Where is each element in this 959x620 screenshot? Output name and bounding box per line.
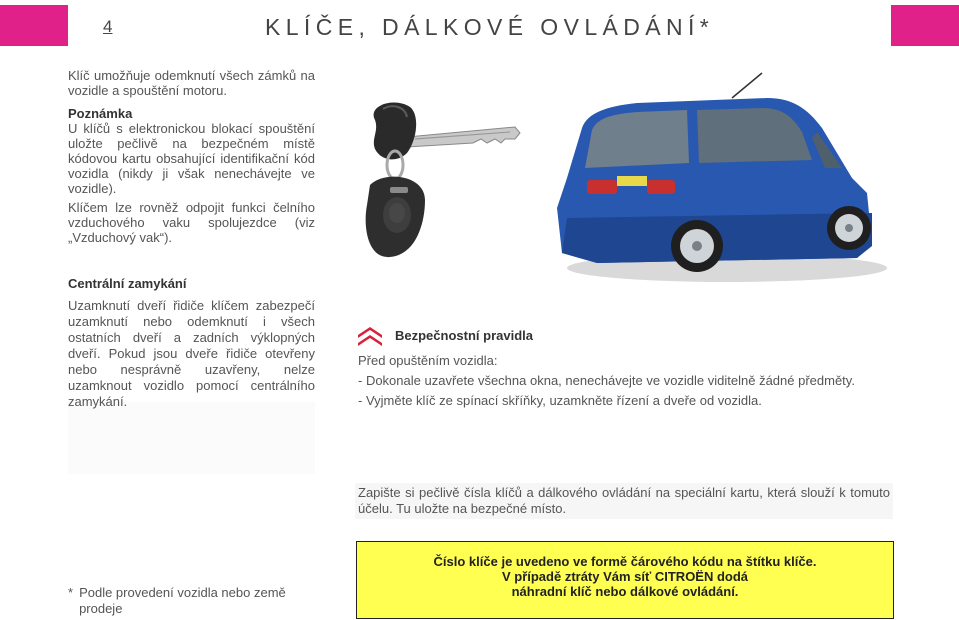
safety-item: - Vyjměte klíč ze spínací skříňky, uzamkněte řízení a dveře od vozidla. bbox=[358, 393, 762, 408]
central-locking-section bbox=[68, 276, 315, 410]
header-accent-right bbox=[891, 5, 959, 46]
header-accent-left bbox=[0, 5, 68, 46]
highlight-line-1: Číslo klíče je uvedeno ve formě čárového kódu na štítku klíče. bbox=[433, 554, 817, 569]
safety-item: - Dokonale uzavřete všechna okna, nenechávejte ve vozidle viditelně žádné předměty. bbox=[358, 373, 855, 388]
car-photo bbox=[527, 68, 891, 291]
central-locking-heading: Centrální zamykání bbox=[68, 276, 187, 291]
safety-lead: Před opuštěním vozidla: bbox=[358, 353, 498, 368]
safety-title: Bezpečnostní pravidla bbox=[395, 327, 533, 343]
car-key-icon bbox=[345, 95, 525, 270]
highlight-line-2: V případě ztráty Vám síť CITROËN dodá bbox=[501, 569, 749, 584]
left-column bbox=[68, 68, 315, 249]
note-text: U klíčů s elektronickou blokací spouštění uložte pečlivě na bezpečném místě kódovou kartu obsahující identifikační kód vozidla (nikdy ji však nenechávejte ve vozidle). bbox=[68, 121, 315, 196]
safety-header bbox=[355, 318, 533, 352]
key-code-highlight-box bbox=[356, 541, 894, 619]
safety-text bbox=[358, 351, 855, 410]
page-title: KLÍČE, DÁLKOVÉ OVLÁDÁNÍ* bbox=[265, 14, 715, 40]
intro-text: Klíč umožňuje odemknutí všech zámků na vozidle a spouštění motoru. bbox=[68, 68, 315, 98]
info-note: Zapište si pečlivě čísla klíčů a dálkového ovládání na speciální kartu, která slouží k tomuto účelu. Tu uložte na bezpečné místo. bbox=[355, 483, 893, 519]
footnote bbox=[68, 585, 318, 617]
central-locking-text: Uzamknutí dveří řidiče klíčem zabezpečí uzamknutí nebo odemknutí i všech ostatních dveří a zadních výklopných dveří. Pokud jsou dveře řidiče otevřeny nebo nesprávně uzavřeny, nelze uzamknout vozidlo pomocí centrálního zamykání. bbox=[68, 298, 315, 409]
note-heading: Poznámka bbox=[68, 106, 133, 121]
airbag-text: Klíčem lze rovněž odpojit funkci čelního vzduchového vaku spolujezdce (viz „Vzduchový vak“). bbox=[68, 200, 315, 245]
highlight-line-3: náhradní klíč nebo dálkové ovládání. bbox=[511, 584, 739, 599]
side-panel bbox=[68, 402, 315, 474]
footnote-star: * bbox=[68, 585, 74, 600]
footnote-text: Podle provedení vozidla nebo země prodeje bbox=[79, 585, 286, 616]
page-number[interactable]: 4 bbox=[103, 17, 113, 36]
citroen-logo-icon bbox=[355, 319, 385, 351]
safety-section bbox=[355, 318, 895, 473]
